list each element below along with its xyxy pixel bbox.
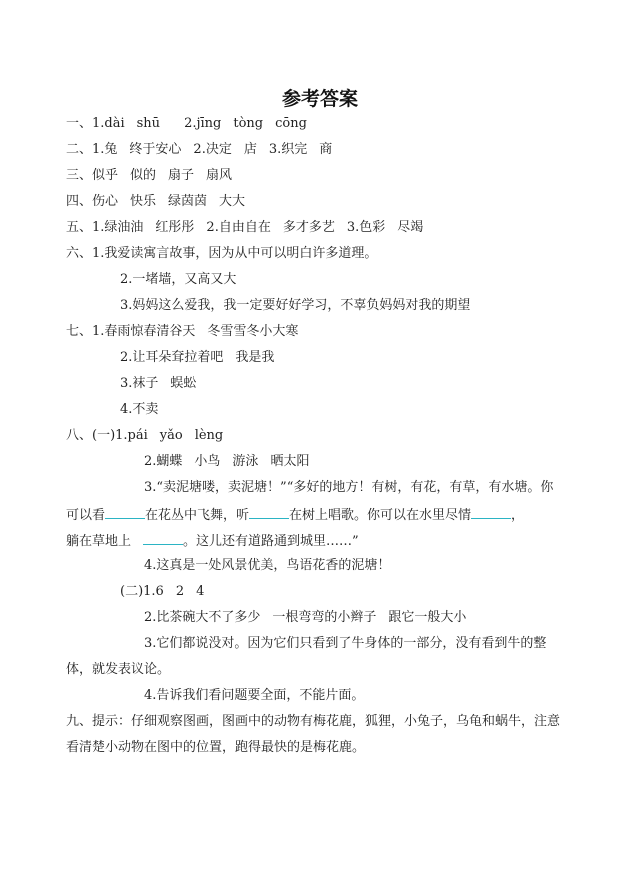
- answer-3: [66, 168, 232, 184]
- answer-8-2-part: 2.蝴蝶: [144, 454, 183, 469]
- answer-2-part: 店: [243, 142, 257, 157]
- answer-8b-2-part: 跟它一般大小: [388, 610, 467, 625]
- answer-6-2: 2.一堵墙，又高又大: [120, 272, 237, 287]
- answer-8-1: [66, 428, 223, 444]
- fill-blank: [471, 506, 511, 519]
- answer-7-3: [120, 376, 196, 392]
- answer-5: [66, 220, 423, 236]
- answer-7-2: [120, 350, 274, 366]
- answer-1-part: 2.jīng: [184, 116, 222, 131]
- answer-8-1-part: 八、(一)1.pái: [66, 428, 148, 443]
- answer-2-part: 3.织完: [268, 142, 308, 157]
- answer-8-3-part: 可以看: [66, 508, 106, 523]
- answer-8-3-line-a: 3.“卖泥塘喽，卖泥塘！”“多好的地方！有树，有花，有草，有水塘。你: [144, 480, 554, 495]
- answer-7-2-part: 2.让耳朵耷拉着吧: [120, 350, 224, 365]
- answer-8-3-part: 。这儿还有道路通到城里……”: [183, 534, 359, 549]
- answer-1-part: 一、1.dài: [66, 116, 125, 131]
- answer-3-part: 三、似乎: [66, 168, 119, 183]
- answer-6-3: 3.妈妈这么爱我，我一定要好好学习，不辜负妈妈对我的期望: [120, 298, 471, 313]
- answer-5-part: 多才多艺: [282, 220, 335, 235]
- answer-3-part: 似的: [130, 168, 157, 183]
- page-title: 参考答案: [281, 88, 358, 110]
- answer-7-4: 4.不卖: [120, 402, 159, 417]
- answer-8b-1-part: 2: [175, 584, 185, 599]
- answer-7-3-part: 3.袜子: [120, 376, 159, 391]
- answer-8-3-part: ，: [511, 508, 525, 523]
- fill-blank: [105, 506, 145, 519]
- answer-8-1-part: yǎo: [159, 428, 183, 443]
- answer-5-part: 尽竭: [397, 220, 424, 235]
- answer-4-part: 大大: [219, 194, 246, 209]
- answer-5-part: 3.色彩: [346, 220, 386, 235]
- answer-4-part: 四、伤心: [66, 194, 119, 209]
- answer-8b-1-part: 4: [196, 584, 205, 599]
- answer-8b-1: [120, 584, 204, 600]
- answer-7-3-part: 蜈蚣: [170, 376, 197, 391]
- answer-8b-3-line-a: 3.它们都说没对。因为它们只看到了牛身体的一部分，没有看到牛的整: [144, 636, 547, 651]
- answer-7-2-part: 我是我: [235, 350, 275, 365]
- answer-2-part: 二、1.兔: [66, 142, 118, 157]
- fill-blank: [143, 532, 183, 545]
- answer-8b-4: 4.告诉我们看问题要全面，不能片面。: [144, 688, 365, 703]
- answer-4-part: 绿茵茵: [168, 194, 208, 209]
- answer-2-part: 2.决定: [193, 142, 232, 157]
- answer-8b-3-line-b: 体，就发表议论。: [66, 662, 171, 677]
- answer-4-part: 快乐: [130, 194, 157, 209]
- answer-4: [66, 194, 245, 210]
- answer-7-1-part: 冬雪雪冬小大寒: [207, 324, 299, 339]
- answer-8-2-part: 小鸟: [194, 454, 221, 469]
- answer-5-part: 五、1.绿油油: [66, 220, 144, 235]
- answer-6-1: 六、1.我爱读寓言故事，因为从中可以明白许多道理。: [66, 246, 378, 261]
- answer-9-line-b: 看清楚小动物在图中的位置，跑得最快的是梅花鹿。: [66, 740, 366, 755]
- answer-8b-2-part: 2.比茶碗大不了多少: [144, 610, 261, 625]
- answer-8-3-part: 在花丛中飞舞，听: [145, 508, 250, 523]
- answer-7-1: [66, 324, 298, 340]
- answer-8-2: [144, 454, 309, 470]
- answer-8-3-line-b: [66, 506, 524, 524]
- answer-2: [66, 142, 332, 158]
- answer-8-2-part: 游泳: [232, 454, 259, 469]
- fill-blank: [249, 506, 289, 519]
- answer-1-part: shū: [136, 116, 161, 131]
- answer-7-1-part: 七、1.春雨惊春清谷天: [66, 324, 196, 339]
- answer-8-1-part: lèng: [194, 428, 224, 443]
- answer-1-part: cōng: [275, 116, 307, 131]
- answer-8-3-part: 在树上唱歌。你可以在水里尽情: [289, 508, 472, 523]
- answer-3-part: 扇风: [206, 168, 233, 183]
- answer-5-part: 红彤彤: [155, 220, 195, 235]
- answer-8-3-part: 躺在草地上: [66, 534, 132, 549]
- answer-9-line-a: 九、提示：仔细观察图画，图画中的动物有梅花鹿，狐狸，小兔子，乌龟和蜗牛，注意: [66, 714, 561, 729]
- answer-3-part: 扇子: [168, 168, 195, 183]
- answer-5-part: 2.自由自在: [206, 220, 271, 235]
- answer-8b-2: [144, 610, 466, 626]
- answer-2-part: 终于安心: [129, 142, 182, 157]
- answer-8-3-line-c: [66, 532, 359, 550]
- answer-8b-2-part: 一根弯弯的小辫子: [272, 610, 377, 625]
- answer-8-2-part: 晒太阳: [270, 454, 310, 469]
- answer-1: [66, 116, 307, 132]
- answer-8b-1-part: (二)1.6: [120, 584, 164, 599]
- answer-8-4: 4.这真是一处风景优美，鸟语花香的泥塘！: [144, 558, 391, 573]
- answer-1-part: tòng: [233, 116, 264, 131]
- answer-2-part: 商: [319, 142, 333, 157]
